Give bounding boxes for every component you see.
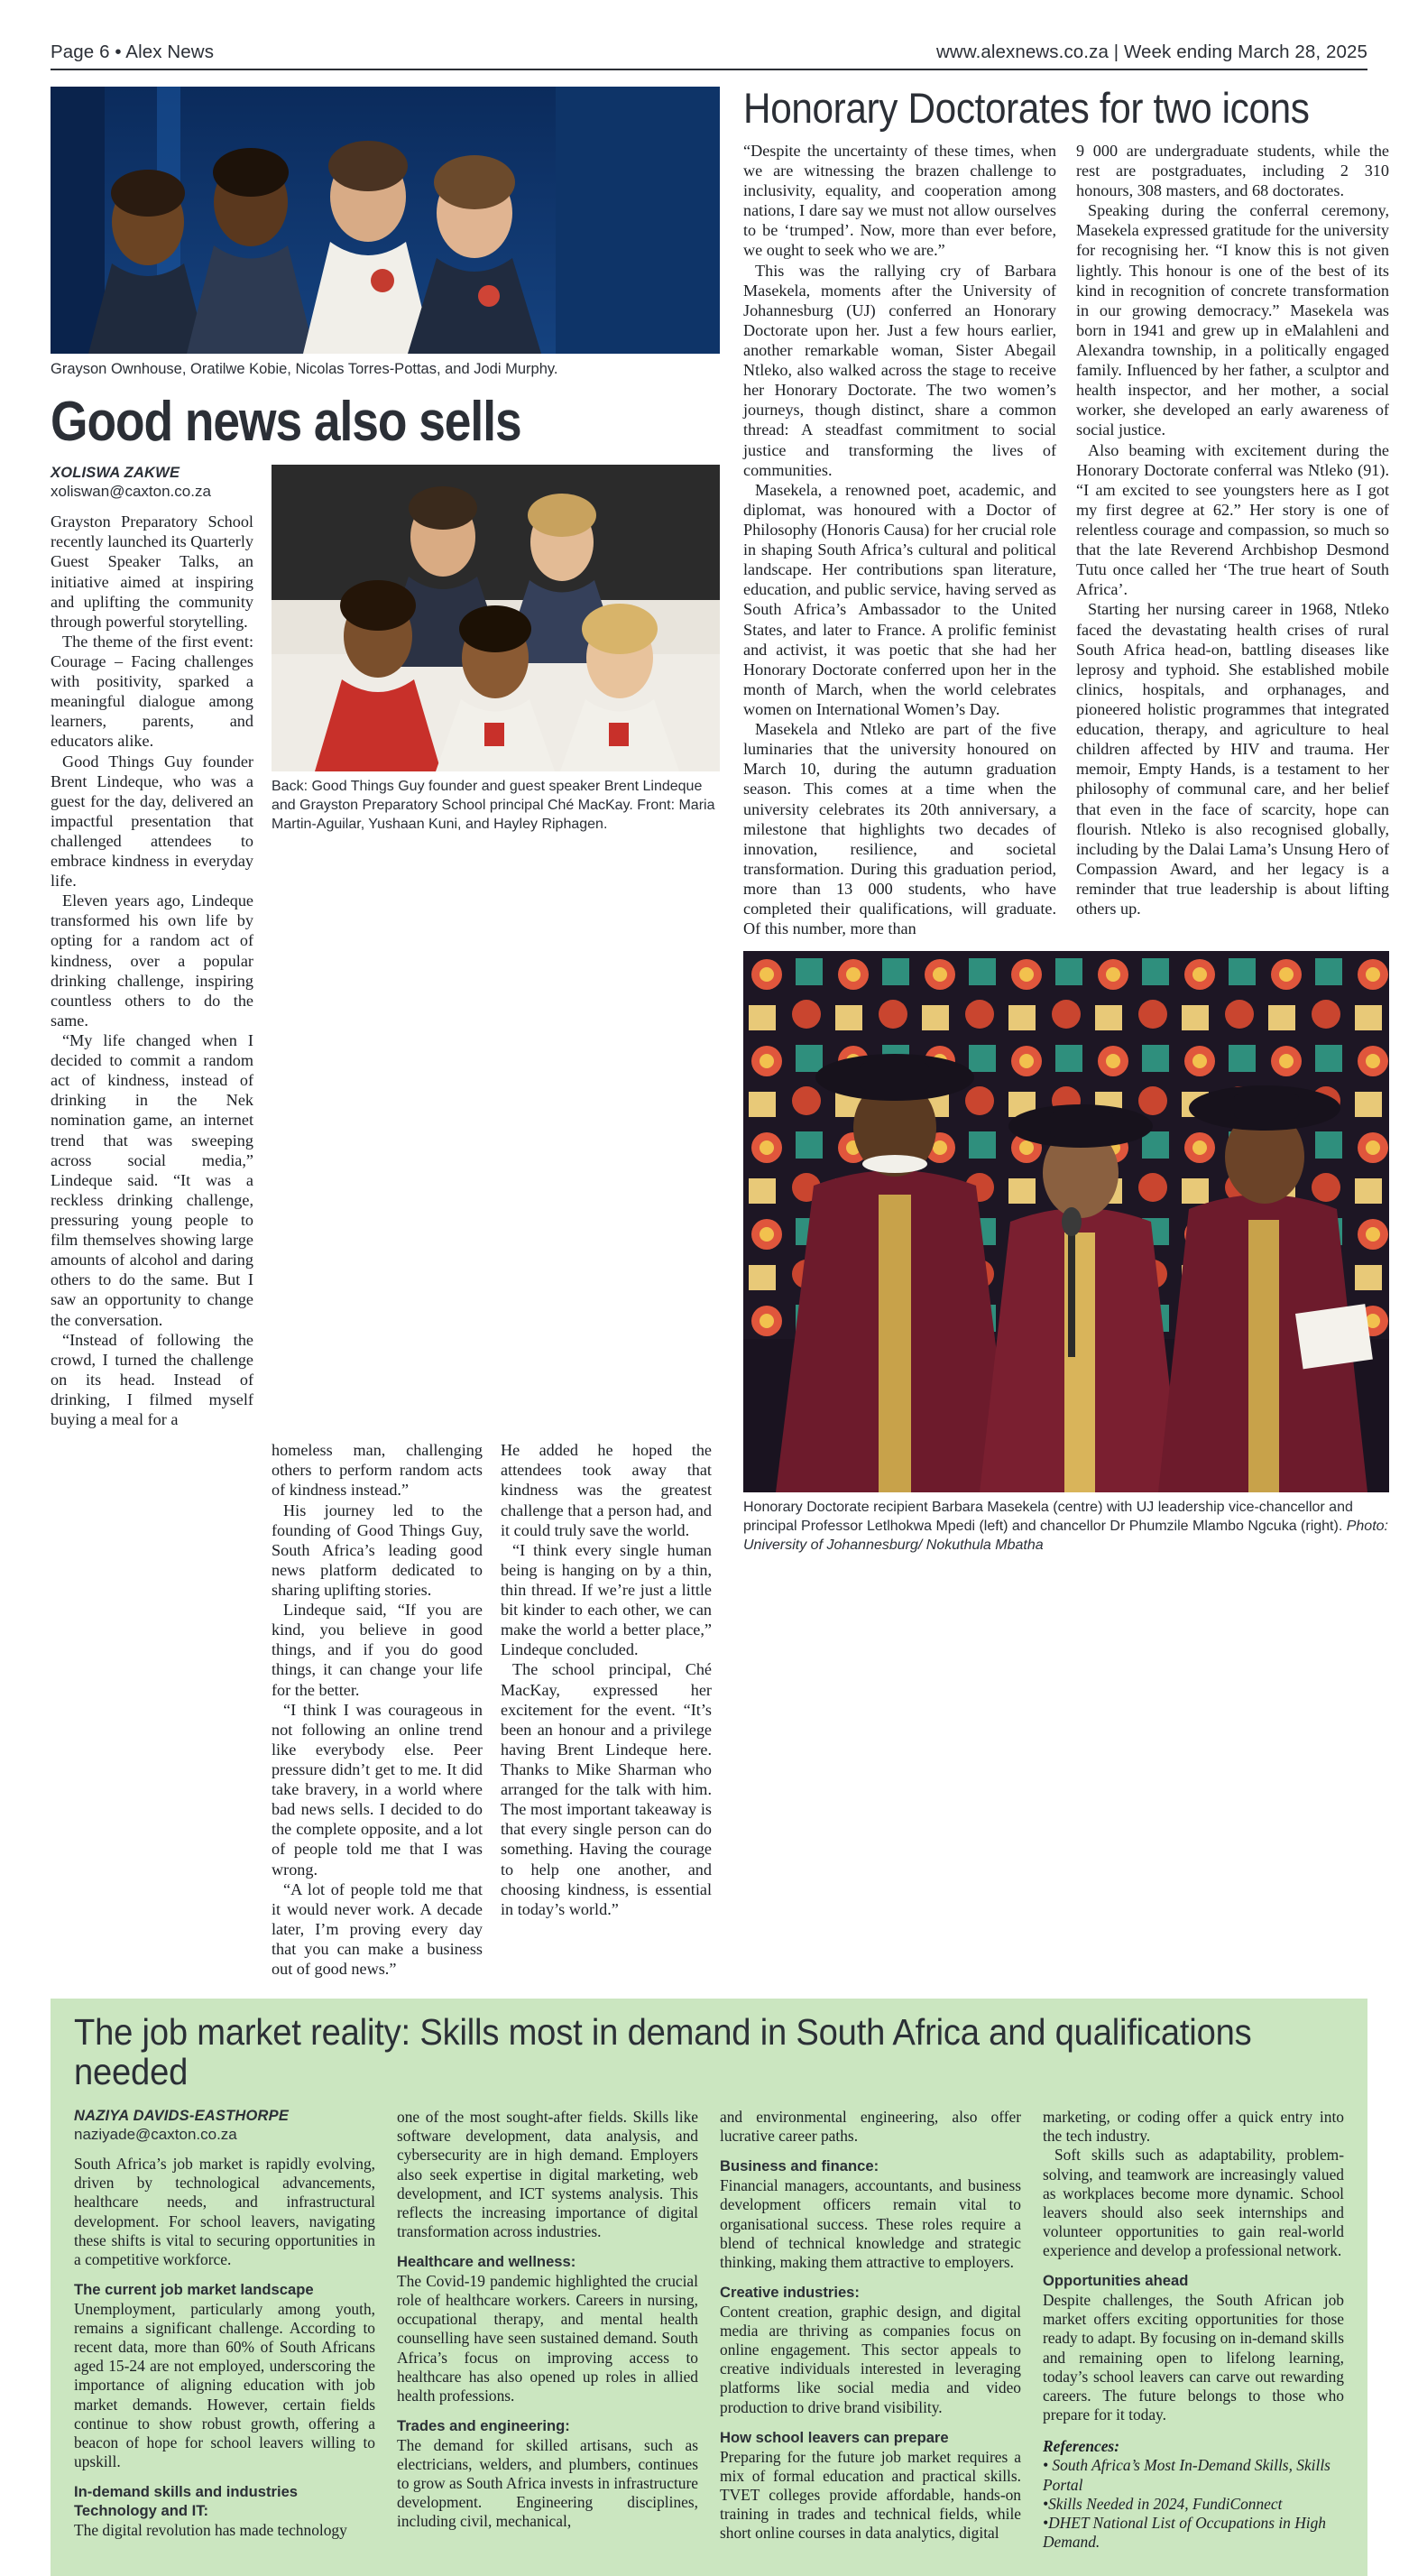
photo-credit: Photo: University of Johannesburg/ Nokuthula Mbatha (743, 1519, 1388, 1554)
paragraph: Content creation, graphic design, and digital media are thriving as companies focus on online engagement. This sector appeals to creative individuals interested in leveraging platforms like social media and video production to drive brand visibility. (720, 2302, 1021, 2416)
left-byline-name: XOLISWA ZAKWE (51, 465, 180, 482)
paragraph: Soft skills such as adaptability, problem-solving, and teamwork are increasingly valued as workplaces become more dynamic. School leavers should also seek internships and volunteer opportunities to gain real-world experience and develop a professional network. (1043, 2146, 1344, 2260)
left-article-headline: Good news also sells (51, 391, 521, 454)
paragraph: marketing, or coding offer a quick entry into the tech industry. (1043, 2108, 1344, 2146)
photo-school-children (51, 87, 720, 354)
left-article-column-1 (51, 465, 253, 1429)
right-article (743, 84, 1389, 1979)
left-photo-caption: Grayson Ownhouse, Oratilwe Kobie, Nicolas Torres-Pottas, and Jodi Murphy. (51, 361, 558, 377)
masthead-right: www.alexnews.co.za | Week ending March 28, 2025 (936, 42, 1367, 62)
left-col1-body (51, 512, 253, 1429)
feature-section (51, 1999, 1367, 2575)
paragraph: Grayston Preparatory School recently launched its Quarterly Guest Speaker Talks, an initiative aimed at inspiring and uplifting the community through powerful storytelling. (51, 512, 253, 631)
feature-subheading: Trades and engineering: (397, 2416, 570, 2434)
reference-item: •DHET National List of Occupations in High Demand. (1043, 2514, 1326, 2552)
photo-graduation-ceremony (743, 951, 1389, 1492)
left-article-row-2 (51, 1440, 720, 1979)
paragraph: He added he hoped the attendees took away that kindness was the greatest challenge that a person had, and it could truly save the world. (501, 1441, 712, 1539)
feature-references (1043, 2437, 1344, 2552)
feature-byline-name: NAZIYA DAVIDS-EASTHORPE (74, 2108, 290, 2125)
paragraph: “Despite the uncertainty of these times, when we are witnessing the brazen challenge to inclusivity, equality, and cooperation among nations, I dare say we must not allow ourselves to be ‘trumped’. Now, more than ever before, we ought to seek who we are.” (743, 141, 1056, 260)
feature-subheading: Business and finance: (720, 2157, 879, 2175)
left-col2-spacer (51, 1440, 253, 1979)
paragraph: and environmental engineering, also offer lucrative career paths. (720, 2108, 1021, 2146)
paragraph: “My life changed when I decided to commit a random act of kindness, instead of drinking in the Nek nomination game, an internet trend that was sweeping across social media,” Lindeque said. “It was a reckless drinking challenge, pressuring young people to film themselves showing large amounts of alcohol and daring others to do the same. But I saw an opportunity to change the conversation. (51, 1031, 253, 1329)
paragraph: Preparing for the future job market requires a mix of formal education and practical skills. TVET colleges provide affordable, hands-on training in trades and technical fields, while short online courses in data analytics, digital (720, 2447, 1021, 2543)
paragraph: 9 000 are undergraduate students, while the rest are postgraduates, including 2 310 honours, 308 masters, and 68 doctorates. (1076, 141, 1389, 200)
photo-speakers-group (272, 465, 720, 771)
feature-column-1 (74, 2108, 375, 2552)
paragraph: Starting her nursing career in 1968, Ntleko faced the devastating health crises of rural South Africa head-on, battling diseases like leprosy and typhoid. She established mobile clinics, hospitals, and orphanages, and pioneered holistic programmes that integrated education, therapy, and agriculture to heal children affected by HIV and trauma. Her memoir, Empty Hands, is a testament to her philosophy of communal care, and her belief that even in the face of scarcity, hope can flourish. Ntleko is also recognised globally, including by the Dalai Lama’s Unsung Hero of Compassion Award, and her legacy is a reminder that true leadership is about lifting others up. (1076, 600, 1389, 919)
paragraph: The digital revolution has made technology (74, 2520, 347, 2539)
left-article-photo-block (272, 465, 720, 1429)
paragraph: Financial managers, accountants, and business development officers remain vital to organisational success. These roles require a blend of technical knowledge and strategic thinking, making them attractive to employers. (720, 2176, 1021, 2271)
paragraph: His journey led to the founding of Good Things Guy, South Africa’s leading good news platform dedicated to sharing uplifting stories. (272, 1500, 483, 1599)
feature-column-4 (1043, 2108, 1344, 2552)
paragraph: Eleven years ago, Lindeque transformed his own life by opting for a random act of kindness, over a popular drinking challenge, inspiring countless others to do the same. (51, 891, 253, 1029)
paragraph: South Africa’s job market is rapidly evolving, driven by technological advancements, healthcare needs, and infrastructural development. For school leavers, navigating these shifts is vital to securing opportunities in a competitive workforce. (74, 2155, 375, 2268)
paragraph: Unemployment, particularly among youth, remains a significant challenge. According to recent data, more than 60% of South Africans aged 15-24 are not employed, underscoring the importance of aligning education with job market demands. However, certain fields continue to show robust growth, offering a beacon of hope for school leavers willing to upskill. (74, 2299, 375, 2470)
paragraph: Speaking during the conferral ceremony, Masekela expressed gratitude for the university for recognising her. “I know this is not given lightly. This honour is one of the best of its kind in recognition of concrete transformation in our growing democracy.” Masekela was born in 1941 and grew up in eMalahleni and Alexandra township, in a politically engaged family. Influenced by her father, a sculptor and health inspector, and her mother, a social worker, she developed an early awareness of social justice. (1076, 201, 1389, 439)
paragraph: Also beaming with excitement during the Honorary Doctorate conferral was Ntleko (91). “I am excited to see youngsters here as I got my first degree at 62.” Her story is one of relentless courage and compassion, so much so that the late Reverend Archbishop Desmond Tutu once called her ‘The true heart of South Africa’. (1076, 440, 1389, 599)
left-article (51, 87, 720, 1979)
masthead (51, 0, 1367, 70)
left-article-row-1 (51, 465, 720, 1429)
left-photo2-caption: Back: Good Things Guy founder and guest speaker Brent Lindeque and Grayston Preparatory School principal Ché MacKay. Front: Maria Martin-Aguilar, Yushaan Kuni, and Hayley Riphagen. (272, 779, 715, 833)
paragraph: one of the most sought-after fields. Skills like software development, data analysis, and cybersecurity are in high demand. Employers also seek expertise in digital marketing, web development, and ICT systems analysis. This reflects the increasing importance of digital transformation across industries. (397, 2108, 698, 2240)
feature-column-3 (720, 2108, 1021, 2552)
right-photo-caption (743, 1492, 1389, 1556)
reference-item: • South Africa’s Most In-Demand Skills, Skills Portal (1043, 2456, 1331, 2494)
paragraph: Good Things Guy founder Brent Lindeque, who was a guest for the day, delivered an impactful presentation that challenged attendees to embrace kindness in everyday life. (51, 752, 253, 891)
paragraph: “Instead of following the crowd, I turned the challenge on its head. Instead of drinking, I filmed myself buying a meal for a (51, 1330, 253, 1429)
references-title: References: (1043, 2437, 1119, 2456)
left-byline-email: xoliswan@caxton.co.za (51, 483, 211, 501)
feature-subheading: The current job market landscape (74, 2280, 314, 2298)
feature-column-2 (397, 2108, 698, 2552)
right-col1-body (743, 141, 1056, 938)
feature-subheading: Creative industries: (720, 2283, 860, 2301)
feature-subheading: How school leavers can prepare (720, 2428, 949, 2446)
feature-byline-email: naziyade@caxton.co.za (74, 2126, 237, 2144)
feature-subheading: In-demand skills and industries (74, 2483, 299, 2501)
paragraph: The school principal, Ché MacKay, expressed her excitement for the event. “It’s been an honour and a privilege having Brent Lindeque here. Thanks to Mike Sharman who arranged for the talk with him. The most important takeaway is that every single person can do something. Having the courage to help one another, and choosing kindness, is essential in today’s world.” (501, 1660, 712, 1918)
top-content-zone (51, 84, 1389, 1979)
paragraph: “I think I was courageous in not following an online trend like everybody else. Peer pressure didn’t get to me. It did take bravery, in a world where bad news sells. I decided to do the complete opposite, and a lot of people told me that I was wrong. (272, 1700, 483, 1879)
right-col2-body (1076, 141, 1389, 938)
paragraph: Masekela, a renowned poet, academic, and diplomat, was honoured with a Doctor of Philosophy (Honoris Causa) for her crucial role in shaping South Africa’s cultural and political landscape. Her contributions span literature, education, and public service, having served as South Africa’s Ambassador to the United States, and later to France. A prolific feminist and activist, it was poetic that she had her Honorary Doctorate conferred upon her in the month of March, when the world celebrates women on International Women’s Day. (743, 480, 1056, 718)
paragraph: The theme of the first event: Courage – Facing challenges with positivity, sparked a meaningful dialogue among learners, parents, and educators alike. (51, 632, 253, 751)
paragraph: “A lot of people told me that it would never work. A decade later, I’m proving every day that you can make a business out of good news.” (272, 1879, 483, 1979)
paragraph: The demand for skilled artisans, such as electricians, welders, and plumbers, continues to grow as South Africa invests in infrastructure development. Engineering disciplines, including civil, mechanical, (397, 2435, 698, 2531)
paragraph: The Covid-19 pandemic highlighted the crucial role of healthcare workers. Careers in nursing, occupational therapy, and mental health counselling have seen sustained demand. South Africa’s focus on improving access to healthcare has also opened up roles in allied health professions. (397, 2271, 698, 2405)
paragraph: homeless man, challenging others to perform random acts of kindness instead.” (272, 1441, 483, 1500)
paragraph: Lindeque said, “If you are kind, you believe in good things, and if you do good things, it can change your life for the better. (272, 1601, 483, 1699)
feature-subheading: Healthcare and wellness: (397, 2253, 576, 2271)
feature-title: The job market reality: Skills most in demand in South Africa and qualifications needed (74, 2011, 1252, 2092)
reference-item: •Skills Needed in 2024, FundiConnect (1043, 2494, 1283, 2513)
right-article-columns (743, 141, 1389, 938)
paragraph: Masekela and Ntleko are part of the five luminaries that the university honoured on March 10, during the autumn graduation season. This comes at a time when the university celebrates its 20th anniversary, a milestone that highlights two decades of innovation, resilience, and societal transformation. During this graduation period, more than 13 000 students, who have completed their qualifications, will graduate. Of this number, more than (743, 720, 1056, 938)
left-col3-body (501, 1440, 712, 1979)
left-col2-body (272, 1440, 483, 1979)
masthead-left: Page 6 • Alex News (51, 42, 215, 62)
feature-columns (74, 2108, 1344, 2552)
feature-subheading: Technology and IT: (74, 2502, 209, 2519)
feature-subheading: Opportunities ahead (1043, 2272, 1189, 2290)
paragraph: “I think every single human being is hanging on by a thin, thin thread. If we’re just a little bit kinder to each other, we can make the world a better place,” Lindeque concluded. (501, 1540, 712, 1659)
paragraph: Despite challenges, the South African job market offers exciting opportunities for those ready to adapt. By focusing on in-demand skills and remaining open to lifelong learning, today’s school leavers can carve out rewarding careers. The future belongs to those who prepare for it today. (1043, 2291, 1344, 2424)
caption-text: Honorary Doctorate recipient Barbara Masekela (centre) with UJ leadership vice-chancellor and principal Professor Letlhokwa Mpedi (left) and chancellor Dr Phumzile Mlambo Ngcuka (right). (743, 1500, 1353, 1535)
paragraph: This was the rallying cry of Barbara Masekela, moments after the University of Johannesburg (UJ) conferred an Honorary Doctorate upon her. Just a few hours earlier, another remarkable woman, Sister Abegail Ntleko, also walked across the stage to receive her Honorary Doctorate. The two women’s journeys, though distinct, share a common thread: A steadfast commitment to social justice and transforming the lives of communities. (743, 261, 1056, 479)
right-article-headline: Honorary Doctorates for two icons (743, 84, 1310, 132)
